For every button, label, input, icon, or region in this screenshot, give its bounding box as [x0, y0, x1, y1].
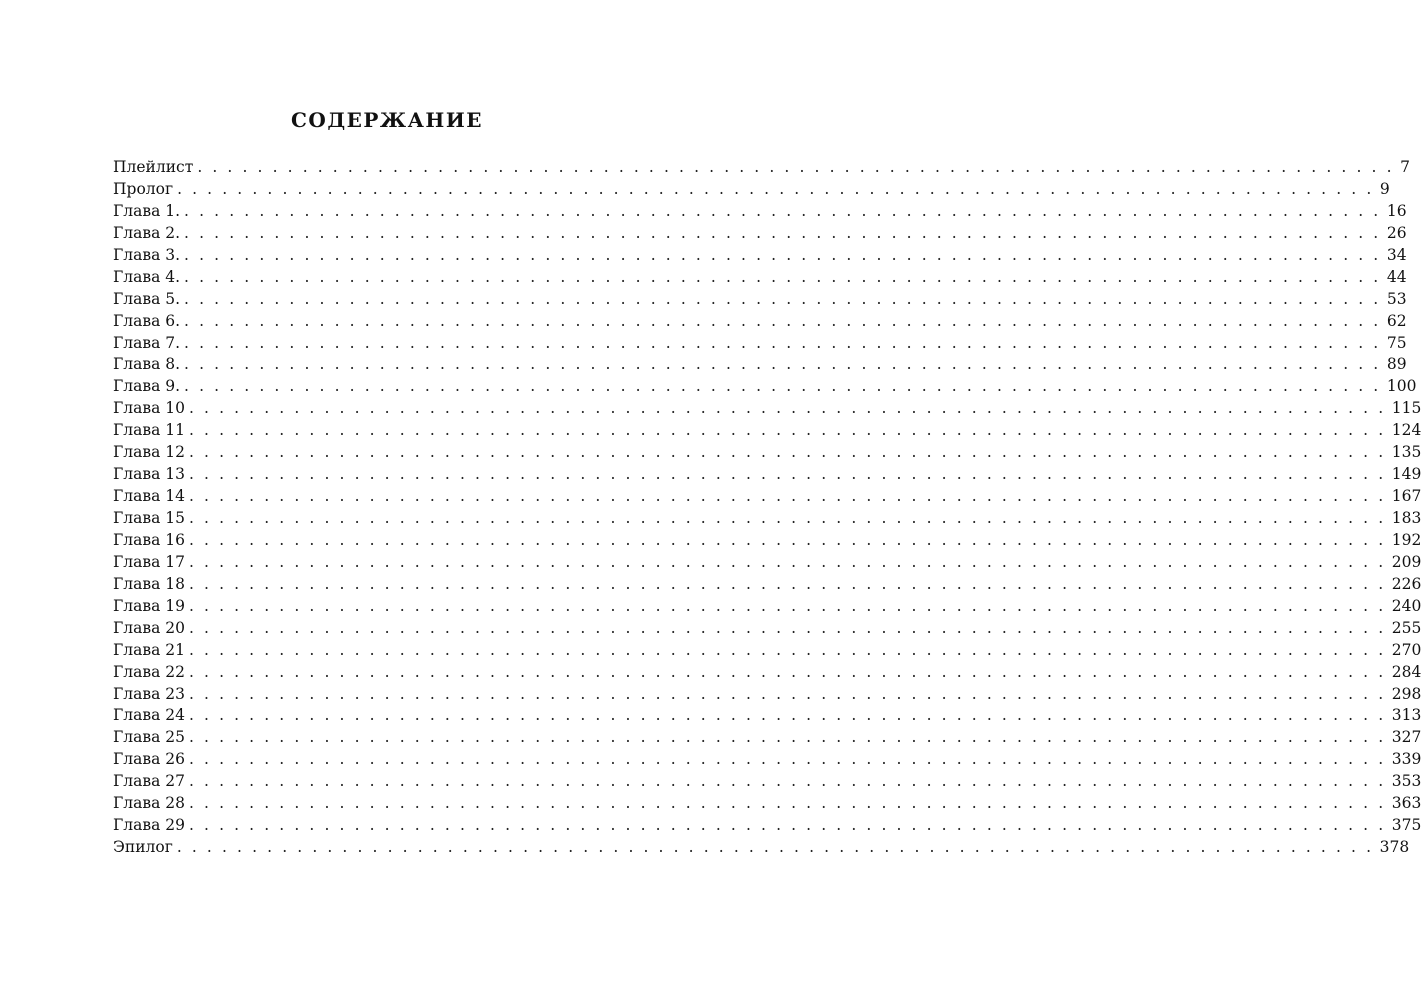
- toc-entry-page-number: 62: [1386, 311, 1407, 330]
- toc-entry: [113, 245, 1407, 267]
- toc-entry-page-number: 53: [1386, 289, 1407, 308]
- toc-entry-label: Глава 15: [113, 509, 185, 527]
- toc-entry-page-number: 226: [1391, 574, 1421, 593]
- toc-entry-label: Глава 6.: [113, 311, 181, 330]
- toc-entry: [113, 815, 1421, 837]
- toc-entry-page-number: 115: [1391, 399, 1421, 418]
- toc-entry-page-number: 313: [1391, 706, 1421, 725]
- toc-entry: [113, 354, 1407, 376]
- dot-leader: . . . . . . . . . . . . . . . . . . . . . . . . . . . . . . . . . . . . . . . . . . . . . . . . . . . . . . . . . . . . . . . . . . . . . . . . . . . . . . . .: [188, 662, 1386, 681]
- toc-entry: [113, 201, 1407, 223]
- toc-entry: [113, 530, 1421, 552]
- toc-entry: [113, 749, 1421, 771]
- toc-entry: [113, 618, 1421, 640]
- dot-leader: . . . . . . . . . . . . . . . . . . . . . . . . . . . . . . . . . . . . . . . . . . . . . . . . . . . . . . . . . . . . . . . . . . . . . . . . . . . . . . . .: [177, 179, 1374, 198]
- toc-entry-label: Глава 26: [113, 750, 185, 769]
- dot-leader: . . . . . . . . . . . . . . . . . . . . . . . . . . . . . . . . . . . . . . . . . . . . . . . . . . . . . . . . . . . . . . . . . . . . . . . . . . . . . . . .: [188, 794, 1386, 813]
- toc-entry-label: Глава 19: [113, 596, 185, 615]
- dot-leader: . . . . . . . . . . . . . . . . . . . . . . . . . . . . . . . . . . . . . . . . . . . . . . . . . . . . . . . . . . . . . . . . . . . . . . . . . . . . . . . .: [188, 750, 1386, 769]
- toc-entry-label: Глава 7.: [113, 333, 181, 352]
- toc-entry-label: Глава 14: [113, 487, 185, 506]
- dot-leader: . . . . . . . . . . . . . . . . . . . . . . . . . . . . . . . . . . . . . . . . . . . . . . . . . . . . . . . . . . . . . . . . . . . . . . . . . . . . . . . .: [188, 728, 1386, 747]
- toc-entry: [113, 333, 1407, 355]
- dot-leader: . . . . . . . . . . . . . . . . . . . . . . . . . . . . . . . . . . . . . . . . . . . . . . . . . . . . . . . . . . . . . . . . . . . . . . . . . . . . . . . .: [184, 267, 1381, 286]
- toc-entry-page-number: 255: [1391, 618, 1421, 637]
- dot-leader: . . . . . . . . . . . . . . . . . . . . . . . . . . . . . . . . . . . . . . . . . . . . . . . . . . . . . . . . . . . . . . . . . . . . . . . . . . . . . . . .: [184, 355, 1381, 374]
- toc-entry-page-number: 363: [1391, 794, 1421, 813]
- toc-entry-page-number: 167: [1391, 487, 1421, 506]
- toc-entry-label: Глава 12: [113, 443, 185, 462]
- toc-entry-page-number: 16: [1386, 201, 1407, 220]
- toc-entry: [113, 552, 1421, 574]
- toc-entry-page-number: 44: [1386, 267, 1407, 286]
- toc-entry: [113, 157, 1410, 179]
- toc-entry-page-number: 192: [1391, 530, 1421, 549]
- toc-entry-label: Глава 17: [113, 552, 185, 571]
- dot-leader: . . . . . . . . . . . . . . . . . . . . . . . . . . . . . . . . . . . . . . . . . . . . . . . . . . . . . . . . . . . . . . . . . . . . . . . . . . . . . . . .: [184, 245, 1381, 264]
- toc-entry-label: Глава 22: [113, 662, 185, 681]
- toc-entry: [113, 464, 1421, 486]
- toc-entry: [113, 442, 1421, 464]
- toc-entry-label: Плейлист: [113, 158, 194, 176]
- dot-leader: . . . . . . . . . . . . . . . . . . . . . . . . . . . . . . . . . . . . . . . . . . . . . . . . . . . . . . . . . . . . . . . . . . . . . . . . . . . . . . . .: [184, 377, 1381, 396]
- dot-leader: . . . . . . . . . . . . . . . . . . . . . . . . . . . . . . . . . . . . . . . . . . . . . . . . . . . . . . . . . . . . . . . . . . . . . . . . . . . . . . . .: [188, 509, 1386, 527]
- toc-entry-label: Глава 21: [113, 640, 185, 659]
- toc-entry: [113, 727, 1421, 749]
- toc-entry: [113, 289, 1407, 311]
- toc-entry-page-number: 124: [1391, 421, 1421, 440]
- toc-entry: [113, 486, 1421, 508]
- toc-entry-label: Глава 8.: [113, 355, 181, 374]
- dot-leader: . . . . . . . . . . . . . . . . . . . . . . . . . . . . . . . . . . . . . . . . . . . . . . . . . . . . . . . . . . . . . . . . . . . . . . . . . . . . . . . .: [184, 201, 1381, 220]
- toc-entry-label: Пролог: [113, 179, 174, 198]
- dot-leader: . . . . . . . . . . . . . . . . . . . . . . . . . . . . . . . . . . . . . . . . . . . . . . . . . . . . . . . . . . . . . . . . . . . . . . . . . . . . . . . .: [188, 706, 1386, 725]
- toc-entry-page-number: 240: [1391, 596, 1421, 615]
- dot-leader: . . . . . . . . . . . . . . . . . . . . . . . . . . . . . . . . . . . . . . . . . . . . . . . . . . . . . . . . . . . . . . . . . . . . . . . . . . . . . . . .: [184, 223, 1381, 242]
- toc-entry-label: Глава 2.: [113, 223, 181, 242]
- dot-leader: . . . . . . . . . . . . . . . . . . . . . . . . . . . . . . . . . . . . . . . . . . . . . . . . . . . . . . . . . . . . . . . . . . . . . . . . . . . . . . . .: [184, 333, 1381, 352]
- dot-leader: . . . . . . . . . . . . . . . . . . . . . . . . . . . . . . . . . . . . . . . . . . . . . . . . . . . . . . . . . . . . . . . . . . . . . . . . . . . . . . . .: [188, 465, 1386, 484]
- toc-entry-label: Глава 4.: [113, 267, 181, 286]
- toc-entry-label: Глава 18: [113, 574, 185, 593]
- toc-entry-page-number: 353: [1391, 772, 1421, 791]
- toc-entry: [113, 508, 1421, 530]
- toc-entry-page-number: 327: [1391, 728, 1421, 747]
- dot-leader: . . . . . . . . . . . . . . . . . . . . . . . . . . . . . . . . . . . . . . . . . . . . . . . . . . . . . . . . . . . . . . . . . . . . . . . . . . . . . . . .: [188, 421, 1386, 440]
- dot-leader: . . . . . . . . . . . . . . . . . . . . . . . . . . . . . . . . . . . . . . . . . . . . . . . . . . . . . . . . . . . . . . . . . . . . . . . . . . . . . . . .: [188, 772, 1386, 791]
- toc-entry-page-number: 378: [1379, 838, 1410, 857]
- dot-leader: . . . . . . . . . . . . . . . . . . . . . . . . . . . . . . . . . . . . . . . . . . . . . . . . . . . . . . . . . . . . . . . . . . . . . . . . . . . . . . . .: [188, 684, 1386, 703]
- toc-entry: [113, 376, 1417, 398]
- toc-entry-label: Глава 13: [113, 465, 185, 484]
- toc-entry-label: Глава 24: [113, 706, 185, 725]
- toc-entry-page-number: 339: [1391, 750, 1421, 769]
- toc-entry-page-number: 26: [1386, 223, 1407, 242]
- toc-entry-label: Глава 3.: [113, 245, 181, 264]
- toc-entry-label: Глава 20: [113, 618, 185, 637]
- dot-leader: . . . . . . . . . . . . . . . . . . . . . . . . . . . . . . . . . . . . . . . . . . . . . . . . . . . . . . . . . . . . . . . . . . . . . . . . . . . . . . . .: [188, 640, 1386, 659]
- toc-entry-label: Глава 25: [113, 728, 185, 747]
- dot-leader: . . . . . . . . . . . . . . . . . . . . . . . . . . . . . . . . . . . . . . . . . . . . . . . . . . . . . . . . . . . . . . . . . . . . . . . . . . . . . . . .: [184, 289, 1381, 308]
- toc-entry-label: Глава 9.: [113, 377, 181, 396]
- dot-leader: . . . . . . . . . . . . . . . . . . . . . . . . . . . . . . . . . . . . . . . . . . . . . . . . . . . . . . . . . . . . . . . . . . . . . . . . . . . . . . . .: [176, 838, 1374, 857]
- dot-leader: . . . . . . . . . . . . . . . . . . . . . . . . . . . . . . . . . . . . . . . . . . . . . . . . . . . . . . . . . . . . . . . . . . . . . . . . . . . . . . . .: [184, 311, 1381, 330]
- dot-leader: . . . . . . . . . . . . . . . . . . . . . . . . . . . . . . . . . . . . . . . . . . . . . . . . . . . . . . . . . . . . . . . . . . . . . . . . . . . . . . . .: [188, 596, 1386, 615]
- toc-entry-label: Глава 27: [113, 772, 185, 791]
- dot-leader: . . . . . . . . . . . . . . . . . . . . . . . . . . . . . . . . . . . . . . . . . . . . . . . . . . . . . . . . . . . . . . . . . . . . . . . . . . . . . . . .: [188, 574, 1386, 593]
- toc-entry-label: Глава 5.: [113, 289, 181, 308]
- toc-entry-label: Глава 16: [113, 530, 185, 549]
- toc-entry: [113, 837, 1410, 859]
- toc-entry-page-number: 7: [1400, 158, 1410, 176]
- toc-entry-page-number: 89: [1386, 355, 1407, 374]
- toc-entry: [113, 179, 1390, 201]
- toc-entry: [113, 596, 1421, 618]
- table-of-contents: [113, 157, 1421, 859]
- toc-entry-label: Эпилог: [113, 838, 173, 857]
- toc-entry-page-number: 9: [1379, 179, 1390, 198]
- toc-entry-page-number: 149: [1391, 465, 1421, 484]
- toc-entry: [113, 398, 1421, 420]
- toc-entry-label: Глава 1.: [113, 201, 181, 220]
- toc-entry-page-number: 34: [1386, 245, 1407, 264]
- dot-leader: . . . . . . . . . . . . . . . . . . . . . . . . . . . . . . . . . . . . . . . . . . . . . . . . . . . . . . . . . . . . . . . . . . . . . . . . . . . . . . . .: [188, 552, 1386, 571]
- toc-entry: [113, 793, 1421, 815]
- toc-entry-label: Глава 29: [113, 816, 185, 835]
- toc-entry-label: Глава 10: [113, 399, 185, 418]
- toc-entry-page-number: 100: [1386, 377, 1417, 396]
- dot-leader: . . . . . . . . . . . . . . . . . . . . . . . . . . . . . . . . . . . . . . . . . . . . . . . . . . . . . . . . . . . . . . . . . . . . . . . . . . . . . . . .: [188, 618, 1386, 637]
- dot-leader: . . . . . . . . . . . . . . . . . . . . . . . . . . . . . . . . . . . . . . . . . . . . . . . . . . . . . . . . . . . . . . . . . . . . . . . . . . . . . . . .: [188, 816, 1386, 835]
- dot-leader: . . . . . . . . . . . . . . . . . . . . . . . . . . . . . . . . . . . . . . . . . . . . . . . . . . . . . . . . . . . . . . . . . . . . . . . . . . . . . . . .: [188, 487, 1386, 506]
- dot-leader: . . . . . . . . . . . . . . . . . . . . . . . . . . . . . . . . . . . . . . . . . . . . . . . . . . . . . . . . . . . . . . . . . . . . . . . . . . . . . . . .: [188, 530, 1386, 549]
- dot-leader: . . . . . . . . . . . . . . . . . . . . . . . . . . . . . . . . . . . . . . . . . . . . . . . . . . . . . . . . . . . . . . . . . . . . . . . . . . . . . . . .: [188, 443, 1386, 462]
- toc-entry: [113, 662, 1421, 684]
- toc-entry-page-number: 375: [1391, 816, 1421, 835]
- toc-entry-page-number: 298: [1391, 684, 1421, 703]
- toc-entry: [113, 420, 1421, 442]
- toc-entry: [113, 640, 1421, 662]
- toc-entry: [113, 223, 1407, 245]
- toc-entry-label: Глава 28: [113, 794, 185, 813]
- dot-leader: . . . . . . . . . . . . . . . . . . . . . . . . . . . . . . . . . . . . . . . . . . . . . . . . . . . . . . . . . . . . . . . . . . . . . . . . . . . . . . . .: [197, 158, 1395, 176]
- toc-entry-label: Глава 11: [113, 421, 185, 440]
- page-title: СОДЕРЖАНИЕ: [291, 108, 483, 132]
- toc-entry-page-number: 135: [1391, 443, 1421, 462]
- dot-leader: . . . . . . . . . . . . . . . . . . . . . . . . . . . . . . . . . . . . . . . . . . . . . . . . . . . . . . . . . . . . . . . . . . . . . . . . . . . . . . . .: [188, 399, 1386, 418]
- toc-entry: [113, 684, 1421, 706]
- toc-entry: [113, 311, 1407, 333]
- toc-entry-page-number: 183: [1391, 509, 1421, 527]
- toc-entry-page-number: 209: [1391, 552, 1421, 571]
- toc-entry-page-number: 75: [1386, 333, 1407, 352]
- toc-entry-page-number: 270: [1391, 640, 1421, 659]
- toc-entry: [113, 574, 1421, 596]
- toc-entry: [113, 705, 1421, 727]
- toc-entry-page-number: 284: [1391, 662, 1421, 681]
- toc-entry: [113, 267, 1407, 289]
- toc-entry-label: Глава 23: [113, 684, 185, 703]
- toc-entry: [113, 771, 1421, 793]
